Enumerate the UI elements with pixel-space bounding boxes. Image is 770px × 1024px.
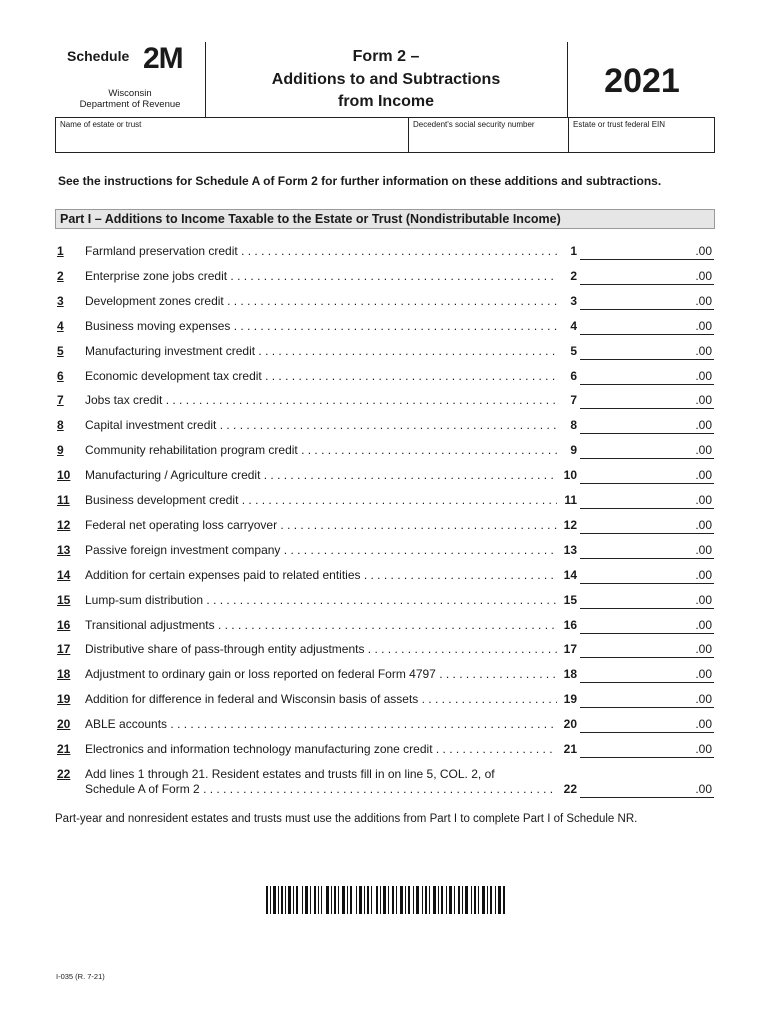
- cents-suffix: .00: [695, 368, 712, 383]
- line-number: 19: [57, 692, 71, 707]
- line-6-amount-field[interactable]: [580, 367, 714, 385]
- barcode-image: [266, 886, 506, 914]
- form-title-line1: Form 2 –: [352, 48, 420, 65]
- cents-suffix: .00: [695, 393, 712, 408]
- form-header: [55, 42, 715, 117]
- line-number: 7: [57, 393, 64, 408]
- line-ref: 10: [563, 468, 577, 483]
- line-3: [57, 294, 717, 312]
- line-16-amount-field[interactable]: [580, 616, 714, 634]
- cents-suffix: .00: [695, 692, 712, 707]
- line-9: [57, 443, 717, 461]
- line-7-amount-field[interactable]: [580, 391, 714, 409]
- line-8: [57, 418, 717, 436]
- line-ref: 21: [563, 742, 577, 756]
- line-number: 4: [57, 318, 64, 333]
- cents-suffix: .00: [695, 443, 712, 458]
- line-ref: 22: [563, 782, 577, 796]
- line-ref: 16: [563, 617, 577, 632]
- line-number: 8: [57, 418, 64, 433]
- year-block: [567, 42, 716, 117]
- line-ref: 14: [563, 567, 577, 582]
- line-20-amount-field[interactable]: [580, 715, 714, 733]
- line-label: Federal net operating loss carryover . . .: [85, 518, 557, 532]
- schedule-number: 2M: [143, 42, 183, 75]
- line-ref: 13: [563, 542, 577, 557]
- estate-name-field[interactable]: [56, 118, 408, 152]
- estate-name-label: Name of estate or trust: [60, 120, 142, 129]
- line-label: Community rehabilitation program credit . . .: [85, 443, 557, 457]
- line-ref: 6: [570, 368, 577, 383]
- line-number: 17: [57, 642, 71, 657]
- line-3-amount-field[interactable]: [580, 292, 714, 310]
- instructions-text: See the instructions for Schedule A of Form 2 for further information on these additions and subtractions.: [58, 174, 662, 188]
- line-1-amount-field[interactable]: [580, 242, 714, 260]
- cents-suffix: .00: [695, 642, 712, 657]
- line-number: 15: [57, 592, 71, 607]
- cents-suffix: .00: [695, 293, 712, 308]
- line-12: [57, 518, 717, 536]
- line-label: Manufacturing investment credit . . .: [85, 344, 557, 358]
- line-label: Capital investment credit . . .: [85, 418, 557, 432]
- identification-box: [55, 117, 715, 153]
- schedule-block: [55, 42, 206, 117]
- line-14-amount-field[interactable]: [580, 566, 714, 584]
- form-revision-id: I-035 (R. 7-21): [56, 972, 105, 981]
- agency: [55, 88, 205, 110]
- line-number: 11: [57, 493, 70, 507]
- line-17: [57, 642, 717, 660]
- line-15: [57, 593, 717, 611]
- line-11-amount-field[interactable]: [580, 491, 714, 509]
- line-ref: 8: [570, 418, 577, 433]
- part1-heading: Part I – Additions to Income Taxable to the Estate or Trust (Nondistributable Income): [55, 209, 715, 229]
- line-14: [57, 568, 717, 586]
- line-label: Transitional adjustments . . .: [85, 618, 557, 632]
- cents-suffix: .00: [695, 343, 712, 358]
- cents-suffix: .00: [695, 542, 712, 557]
- line-ref: 9: [570, 443, 577, 458]
- line-ref: 15: [563, 592, 577, 607]
- line-number: 22: [57, 767, 71, 781]
- line-ref: 11: [564, 493, 577, 507]
- line-15-amount-field[interactable]: [580, 591, 714, 609]
- line-ref: 1: [570, 244, 577, 258]
- line-9-amount-field[interactable]: [580, 441, 714, 459]
- line-20: [57, 717, 717, 735]
- line-number: 3: [57, 293, 64, 308]
- line-number: 18: [57, 667, 71, 682]
- line-number: 21: [57, 742, 71, 756]
- line-22-label-2: Schedule A of Form 2 . . .: [85, 782, 557, 796]
- line-label: Manufacturing / Agriculture credit . . .: [85, 468, 557, 482]
- line-number: 12: [57, 517, 71, 532]
- cents-suffix: .00: [695, 567, 712, 582]
- line-18: [57, 667, 717, 685]
- line-1: [57, 244, 717, 262]
- line-22: [57, 767, 717, 801]
- line-ref: 2: [570, 268, 577, 283]
- line-7: [57, 393, 717, 411]
- line-number: 1: [57, 244, 64, 258]
- line-number: 6: [57, 368, 64, 383]
- decedent-ssn-field[interactable]: [408, 118, 568, 152]
- line-label: Farmland preservation credit . . .: [85, 244, 557, 258]
- cents-suffix: .00: [695, 667, 712, 682]
- line-number: 14: [57, 567, 71, 582]
- line-number: 10: [57, 468, 71, 483]
- federal-ein-label: Estate or trust federal EIN: [573, 120, 666, 129]
- line-2: [57, 269, 717, 287]
- line-label: Adjustment to ordinary gain or loss reported on federal Form 4797 . . .: [85, 667, 557, 681]
- form-title: [205, 42, 567, 117]
- line-label: Addition for certain expenses paid to related entities . . .: [85, 568, 557, 582]
- line-ref: 12: [563, 517, 577, 532]
- cents-suffix: .00: [695, 717, 712, 732]
- line-label: Business development credit . . .: [85, 493, 557, 507]
- line-number: 9: [57, 443, 64, 458]
- line-5-amount-field[interactable]: [580, 342, 714, 360]
- cents-suffix: .00: [695, 592, 712, 607]
- line-label: Addition for difference in federal and Wisconsin basis of assets . . .: [85, 692, 557, 706]
- line-ref: 7: [570, 393, 577, 408]
- department-name: Department of Revenue: [79, 99, 181, 110]
- line-label: Jobs tax credit . . .: [85, 393, 557, 407]
- line-16: [57, 618, 717, 636]
- cents-suffix: .00: [695, 418, 712, 433]
- cents-suffix: .00: [695, 742, 712, 756]
- cents-suffix: .00: [695, 517, 712, 532]
- line-11: [57, 493, 717, 511]
- line-ref: 20: [563, 717, 577, 732]
- line-4: [57, 319, 717, 337]
- line-2-amount-field[interactable]: [580, 267, 714, 285]
- line-10-amount-field[interactable]: [580, 466, 714, 484]
- line-19-amount-field[interactable]: [580, 690, 714, 708]
- line-22-amount-field[interactable]: [580, 780, 714, 798]
- line-22-label-1: Add lines 1 through 21. Resident estates and trusts fill in on line 5, COL. 2, of: [85, 767, 495, 781]
- schedule-word: Schedule: [67, 48, 130, 64]
- line-ref: 5: [570, 343, 577, 358]
- line-label: Development zones credit . . .: [85, 294, 557, 308]
- line-ref: 3: [570, 293, 577, 308]
- line-label: Business moving expenses . . .: [85, 319, 557, 333]
- cents-suffix: .00: [695, 617, 712, 632]
- line-label: Passive foreign investment company . . .: [85, 543, 557, 557]
- line-number: 5: [57, 343, 64, 358]
- cents-suffix: .00: [695, 318, 712, 333]
- line-number: 16: [57, 617, 71, 632]
- cents-suffix: .00: [695, 493, 712, 507]
- line-number: 20: [57, 717, 71, 732]
- cents-suffix: .00: [695, 244, 712, 258]
- line-label: Lump-sum distribution . . .: [85, 593, 557, 607]
- line-4-amount-field[interactable]: [580, 317, 714, 335]
- cents-suffix: .00: [695, 468, 712, 483]
- line-5: [57, 344, 717, 362]
- line-13: [57, 543, 717, 561]
- line-label: Electronics and information technology manufacturing zone credit . . .: [85, 742, 557, 756]
- line-6: [57, 369, 717, 387]
- line-13-amount-field[interactable]: [580, 541, 714, 559]
- line-label: Economic development tax credit . . .: [85, 369, 557, 383]
- decedent-ssn-label: Decedent's social security number: [413, 120, 535, 129]
- line-label: Distributive share of pass-through entity adjustments . . .: [85, 642, 557, 656]
- line-number: 13: [57, 542, 71, 557]
- form-title-line2: Additions to and Subtractions from Income: [271, 71, 501, 110]
- cents-suffix: .00: [695, 782, 712, 796]
- line-17-amount-field[interactable]: [580, 640, 714, 658]
- line-label: ABLE accounts . . .: [85, 717, 557, 731]
- line-18-amount-field[interactable]: [580, 665, 714, 683]
- line-ref: 18: [563, 667, 577, 682]
- line-number: 2: [57, 268, 64, 283]
- line-19: [57, 692, 717, 710]
- footnote-text: Part-year and nonresident estates and trusts must use the additions from Part I to complete Part I of Schedule NR.: [55, 813, 638, 825]
- tax-year: 2021: [604, 62, 680, 100]
- line-21: [57, 742, 717, 760]
- state-name: Wisconsin: [108, 88, 152, 99]
- line-21-amount-field[interactable]: [580, 740, 714, 758]
- line-ref: 19: [563, 692, 577, 707]
- line-ref: 4: [570, 318, 577, 333]
- cents-suffix: .00: [695, 268, 712, 283]
- line-label: Enterprise zone jobs credit . . .: [85, 269, 557, 283]
- line-8-amount-field[interactable]: [580, 416, 714, 434]
- line-10: [57, 468, 717, 486]
- line-12-amount-field[interactable]: [580, 516, 714, 534]
- federal-ein-field[interactable]: [568, 118, 714, 152]
- line-ref: 17: [563, 642, 577, 657]
